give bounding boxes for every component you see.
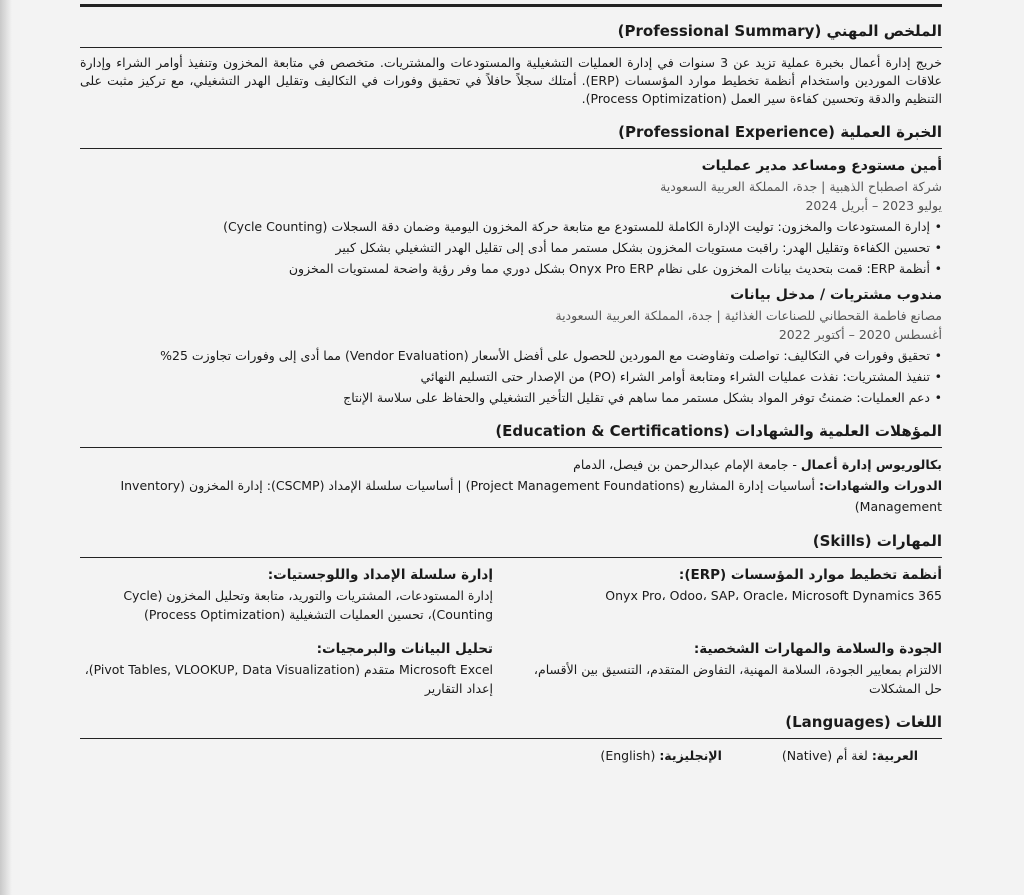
skill-group-body: Onyx Pro، Odoo، SAP، Oracle، Microsoft Dynamics 365 [605,588,942,603]
degree-label: بكالوريوس إدارة أعمال [800,457,942,472]
job-bullet: • تحقيق وفورات في التكاليف: تواصلت وتفاوضت مع الموردين للحصول على أفضل الأسعار (Vendor Evaluation) مما أدى إلى وفورات تجاوزت 25% [80,346,942,365]
languages-section [80,708,942,765]
job-role: أمين مستودع ومساعد مدير عمليات [701,158,942,174]
experience-section [80,118,942,407]
top-divider [80,4,942,7]
summary-text: خريج إدارة أعمال بخبرة عملية تزيد عن 3 سنوات في إدارة العمليات التشغيلية والمستودعات والمشتريات. متخصص في متابعة المخزون وتنفيذ أوامر الشراء وإدارة علاقات الموردين واستخدام أنظمة تخطيط موارد المؤسسات (ERP). أمتلك سجلاً حافلاً في تحقيق وفورات في التكاليف وتقليل الهدر التشغيلي، مع تركيز مثبت على التنظيم والدقة وتحسين كفاءة سير العمل (Process Optimization). [80,55,943,106]
courses-label: الدورات والشهادات: [818,478,942,493]
language-level: لغة أم (Native) [781,748,872,763]
job-bullet: • تنفيذ المشتريات: نفذت عمليات الشراء ومتابعة أوامر الشراء (PO) من الإصدار حتى التسليم النهائي [80,367,942,386]
job-company: مصانع فاطمة القحطاني للصناعات الغذائية | جدة، المملكة العربية السعودية [555,308,942,323]
section-divider [80,557,942,558]
job-role: مندوب مشتريات / مدخل بيانات [730,287,942,303]
summary-section [80,17,942,108]
section-divider [80,148,942,149]
language-label: العربية: [871,748,918,763]
section-divider [80,447,942,448]
job-bullets [80,346,942,407]
skill-group-body: إدارة المستودعات، المشتريات والتوريد، متابعة وتحليل المخزون (Cycle Counting)، تحسين العمليات التشغيلية (Process Optimization) [123,588,493,622]
skill-group [529,638,942,698]
skill-group-body: الالتزام بمعايير الجودة، السلامة المهنية، التفاوض المتقدم، التنسيق بين الأقسام، حل المشكلات [533,662,942,696]
job-bullet: • تحسين الكفاءة وتقليل الهدر: راقبت مستويات المخزون بشكل مستمر مما أدى إلى تقليل الهدر التشغيلي بشكل كبير [80,238,942,257]
section-divider [80,738,942,739]
courses-line [80,475,942,517]
experience-title: الخبرة العملية (Professional Experience) [618,123,942,141]
degree-detail: - جامعة الإمام عبدالرحمن بن فيصل، الدمام [573,457,801,472]
job-bullet: • أنظمة ERP: قمت بتحديث بيانات المخزون على نظام Onyx Pro ERP بشكل دوري مما وفر رؤية واضحة لمستويات المخزون [80,259,942,278]
language-english [600,747,721,765]
courses-detail: أساسيات إدارة المشاريع (Project Management Foundations) | أساسيات سلسلة الإمداد (CSCMP): إدارة المخزون (Inventory Management) [120,478,942,514]
job-entry [80,284,942,407]
job-entry [80,155,942,278]
degree-line [80,454,942,475]
job-bullets [80,217,942,278]
education-section [80,417,942,517]
skill-group [80,638,493,698]
education-title: المؤهلات العلمية والشهادات (Education & Certifications) [495,422,942,440]
languages-title: اللغات (Languages) [785,713,942,731]
skill-group [80,564,493,624]
resume-content [80,17,942,765]
skill-group-title: إدارة سلسلة الإمداد واللوجستيات: [267,567,493,583]
job-bullet: • دعم العمليات: ضمنتُ توفر المواد بشكل مستمر مما ساهم في تقليل التأخير التشغيلي والحفاظ على سلاسة الإنتاج [80,388,942,407]
job-dates: يوليو 2023 – أبريل 2024 [805,198,942,213]
job-company: شركة اصطباح الذهبية | جدة، المملكة العربية السعودية [660,179,942,194]
language-label: الإنجليزية: [659,748,722,763]
page-edge-shadow [0,0,12,895]
skills-title: المهارات (Skills) [812,532,942,550]
job-bullet: • إدارة المستودعات والمخزون: توليت الإدارة الكاملة للمستودع مع متابعة حركة المخزون اليومية وضمان دقة السجلات (Cycle Counting) [80,217,942,236]
skill-group [529,564,942,624]
section-divider [80,47,942,48]
skills-section [80,527,942,698]
language-arabic [782,747,918,765]
languages-row [80,747,942,765]
language-level: (English) [600,748,660,763]
skills-grid [80,564,942,698]
summary-title: الملخص المهني (Professional Summary) [617,22,942,40]
skill-group-body: Microsoft Excel متقدم (Pivot Tables, VLOOKUP, Data Visualization)، إعداد التقارير [84,662,493,696]
job-dates: أغسطس 2020 – أكتوبر 2022 [778,327,942,342]
skill-group-title: أنظمة تخطيط موارد المؤسسات (ERP): [678,567,942,583]
skill-group-title: تحليل البيانات والبرمجيات: [316,641,493,657]
skill-group-title: الجودة والسلامة والمهارات الشخصية: [693,641,942,657]
